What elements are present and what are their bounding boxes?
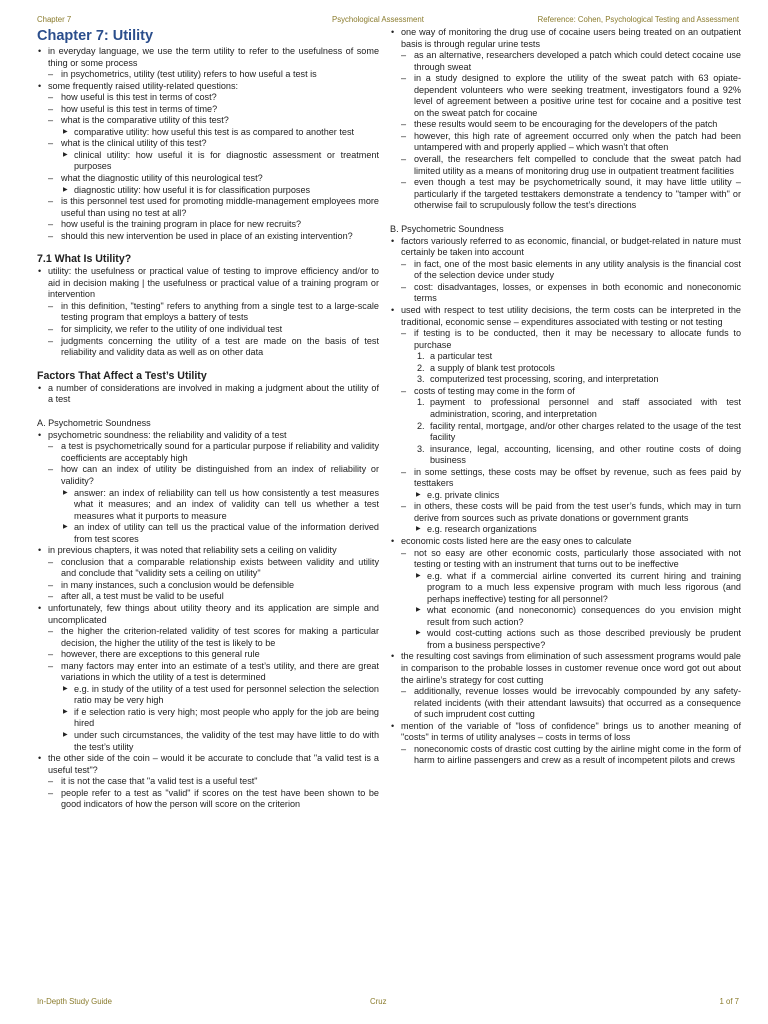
bullet-icon: •: [38, 545, 42, 556]
sub-bullet-item: [37, 219, 379, 231]
bullet-item: [390, 305, 741, 328]
dash-icon: –: [48, 591, 54, 602]
sub-sub-bullet-item: [390, 571, 741, 606]
dash-icon: –: [48, 579, 54, 590]
subsection-heading: [37, 417, 379, 430]
dash-icon: –: [48, 219, 54, 230]
sub-bullet-item: [37, 196, 379, 219]
left-column: [37, 27, 379, 811]
arrow-bullet-icon: ▶: [416, 607, 421, 614]
sub-bullet-item: [37, 115, 379, 127]
bullet-item: [37, 266, 379, 301]
sub-bullet-item: [390, 154, 741, 177]
text: however, there are exceptions to this general rule: [61, 649, 260, 660]
dash-icon: –: [401, 119, 407, 130]
text: utility: the usefulness or practical value of testing to improve efficiency and/or to aid in decision making | the usefulness or practical value of a training program or intervention: [48, 266, 379, 300]
arrow-bullet-icon: ▶: [63, 685, 68, 692]
arrow-bullet-icon: ▶: [63, 186, 68, 193]
arrow-bullet-icon: ▶: [63, 731, 68, 738]
bullet-icon: •: [391, 27, 395, 37]
numbered-item: [390, 351, 741, 363]
bullet-item: [390, 27, 741, 50]
text: the other side of the coin – would it be accurate to conclude that "a valid test is a useful test"?: [48, 753, 379, 775]
dash-icon: –: [48, 115, 54, 126]
text: a number of considerations are involved in making a judgment about the utility of a test: [48, 382, 379, 405]
text: a test is psychometrically sound for a particular purpose if reliability and validity coefficients are acceptably high: [61, 441, 379, 463]
dash-icon: –: [48, 92, 54, 103]
sub-sub-bullet-item: [37, 684, 379, 707]
sub-sub-bullet-item: [390, 524, 741, 536]
text: as an alternative, researchers developed a patch which could detect cocaine use through sweat: [414, 50, 741, 72]
dash-icon: –: [401, 466, 407, 477]
sub-bullet-item: [37, 649, 379, 661]
dash-icon: –: [401, 547, 407, 558]
sub-sub-bullet-item: [390, 490, 741, 502]
text: how useful is the training program in place for new recruits?: [61, 219, 302, 230]
footer-author: Cruz: [370, 997, 387, 1006]
text: A. Psychometric Soundness: [37, 417, 151, 428]
arrow-bullet-icon: ▶: [63, 708, 68, 715]
sub-bullet-item: [37, 661, 379, 684]
bullet-icon: •: [38, 429, 42, 440]
bullet-item: [37, 545, 379, 557]
numbered-item: [390, 421, 741, 444]
list-number: 2.: [417, 420, 425, 431]
text: these results would seem to be encouraging for the developers of the patch: [414, 119, 718, 130]
text: how can an index of utility be distinguished from an index of reliability or validity?: [61, 464, 379, 486]
sub-bullet-item: [390, 501, 741, 524]
text: the resulting cost savings from elimination of such assessment programs would pale in comparison to the probable losses in customer revenue once word got out about the airline’s strategy for cost cutting: [401, 651, 741, 685]
chapter-title: Chapter 7: Utility: [37, 28, 154, 44]
sub-bullet-item: [390, 282, 741, 305]
bullet-item: [390, 236, 741, 259]
text: unfortunately, few things about utility theory and its application are simple and uncomplicated: [48, 602, 379, 625]
sub-bullet-item: [390, 50, 741, 73]
text: in a study designed to explore the utility of the sweat patch with 63 opiate-dependent volunteers who were seeking treatment, investigators found a 92% level of agreement between a positive urine test for cocaine and a positive test on the sweat patch for cocaine: [414, 73, 741, 118]
text: factors variously referred to as economic, financial, or budget-related in nature must certainly be taken into account: [401, 235, 741, 258]
list-number: 2.: [417, 362, 425, 373]
list-number: 1.: [417, 351, 425, 362]
sub-bullet-item: [37, 591, 379, 603]
text: e.g. private clinics: [427, 489, 500, 500]
sub-sub-bullet-item: [37, 185, 379, 197]
arrow-bullet-icon: ▶: [416, 526, 421, 533]
header-chapter: Chapter 7: [37, 15, 72, 24]
bullet-icon: •: [38, 80, 42, 91]
bullet-icon: •: [38, 382, 42, 393]
text: in fact, one of the most basic elements in any utility analysis is the financial cost of the selection device under study: [414, 258, 741, 281]
dash-icon: –: [48, 556, 54, 567]
text: economic costs listed here are the easy ones to calculate: [401, 535, 632, 546]
text: facility rental, mortgage, and/or other charges related to the usage of the test facility: [430, 420, 741, 443]
bullet-item: [37, 46, 379, 69]
sub-bullet-item: [37, 138, 379, 150]
text: what the diagnostic utility of this neurological test?: [61, 173, 263, 184]
sub-bullet-item: [37, 92, 379, 104]
text: in psychometrics, utility (test utility) refers to how useful a test is: [61, 69, 317, 80]
dash-icon: –: [48, 103, 54, 114]
numbered-item: [390, 374, 741, 386]
text: e.g. research organizations: [427, 524, 537, 535]
arrow-bullet-icon: ▶: [63, 524, 68, 531]
dash-icon: –: [401, 177, 407, 188]
bullet-icon: •: [391, 235, 395, 246]
text: B. Psychometric Soundness: [390, 223, 504, 234]
dash-icon: –: [48, 300, 54, 311]
text: used with respect to test utility decisions, the term costs can be interpreted in the traditional, economic sense – expenditures associated with testing or not testing: [401, 305, 741, 327]
bullet-icon: •: [391, 535, 395, 546]
text: how useful is this test in terms of time?: [61, 103, 218, 114]
text: it is not the case that "a valid test is a useful test": [61, 776, 258, 787]
dash-icon: –: [48, 776, 54, 787]
text: cost: disadvantages, losses, or expenses in both economic and noneconomic terms: [414, 281, 741, 304]
sub-sub-bullet-item: [37, 488, 379, 523]
dash-icon: –: [48, 324, 54, 335]
spacer: [390, 212, 741, 223]
sub-bullet-item: [37, 464, 379, 487]
text: 7.1 What Is Utility?: [37, 253, 132, 266]
text: e.g. what if a commercial airline converted its current hiring and training program to a much less expensive program with much less rigorous (and perhaps ineffective) testing for all personnel?: [427, 570, 741, 604]
text: after all, a test must be valid to be useful: [61, 591, 224, 602]
text: under such circumstances, the validity of the test may have little to do with the test’s utility: [74, 729, 379, 752]
sub-bullet-item: [390, 548, 741, 571]
text: overall, the researchers felt compelled to conclude that the sweat patch had limited utility as a means of monitoring drug use in outpatient treatment facilities: [414, 154, 741, 176]
text: mention of the variable of "loss of confidence" brings us to another meaning of "costs" in terms of utility analyses – costs in terms of loss: [401, 720, 741, 743]
section-heading: [37, 253, 379, 266]
dash-icon: –: [401, 501, 407, 512]
sub-sub-bullet-item: [390, 628, 741, 651]
right-column: [390, 27, 741, 767]
list-number: 3.: [417, 443, 425, 454]
dash-icon: –: [48, 649, 54, 660]
text: one way of monitoring the drug use of cocaine users being treated on an outpatient basis is through regular urine tests: [401, 27, 741, 49]
dash-icon: –: [401, 130, 407, 141]
text: answer: an index of reliability can tell us how consistently a test measures what it measures; and an index of validity can tell us whether a test measures what it purports to measure: [74, 487, 379, 521]
dash-icon: –: [48, 335, 54, 346]
text: if testing is to be conducted, then it may be necessary to allocate funds to purchase: [414, 328, 741, 350]
text: a particular test: [430, 351, 493, 362]
text: an index of utility can tell us the practical value of the information derived from test scores: [74, 522, 379, 544]
sub-sub-bullet-item: [37, 150, 379, 173]
text: even though a test may be psychometrically sound, it may have little utility – particularly if the targeted testtakers demonstrate a tendency to "tamper with" or otherwise fail to scrupulously follow the test’s directions: [414, 177, 741, 211]
sub-sub-bullet-item: [390, 605, 741, 628]
text: conclusion that a comparable relationship exists between validity and utility and conclude that "validity sets a ceiling on utility": [61, 556, 379, 579]
text: in previous chapters, it was noted that reliability sets a ceiling on validity: [48, 545, 337, 556]
sub-bullet-item: [37, 557, 379, 580]
footer-guide: In-Depth Study Guide: [37, 997, 112, 1006]
text: costs of testing may come in the form of: [414, 385, 575, 396]
sub-bullet-item: [390, 119, 741, 131]
list-number: 3.: [417, 374, 425, 385]
text: insurance, legal, accounting, licensing, and other routine costs of doing business: [430, 443, 741, 466]
arrow-bullet-icon: ▶: [416, 491, 421, 498]
sub-bullet-item: [390, 73, 741, 119]
text: diagnostic utility: how useful it is for classification purposes: [74, 184, 311, 195]
text: psychometric soundness: the reliability and validity of a test: [48, 429, 287, 440]
text: people refer to a test as "valid" if scores on the test have been shown to be good indicators of how the person will score on the criterion: [61, 787, 379, 810]
sub-bullet-item: [37, 336, 379, 359]
bullet-icon: •: [391, 651, 395, 662]
sub-bullet-item: [390, 177, 741, 212]
sub-bullet-item: [37, 231, 379, 243]
text: in others, these costs will be paid from the test user’s funds, which may in turn derive from sources such as private donations or government grants: [414, 501, 741, 523]
sub-bullet-item: [390, 131, 741, 154]
text: in many instances, such a conclusion would be defensible: [61, 579, 295, 590]
section-heading: [37, 370, 379, 383]
bullet-icon: •: [38, 602, 42, 613]
text: is this personnel test used for promoting middle-management employees more useful than using no test at all?: [61, 196, 379, 218]
bullet-icon: •: [391, 305, 395, 316]
dash-icon: –: [48, 173, 54, 184]
bullet-item: [37, 383, 379, 406]
text: noneconomic costs of drastic cost cutting by the airline might come in the form of harm to airline passengers and crew as a result of incompetent pilots and crews: [414, 743, 741, 766]
sub-bullet-item: [390, 744, 741, 767]
text: for simplicity, we refer to the utility of one individual test: [61, 324, 283, 335]
arrow-bullet-icon: ▶: [416, 630, 421, 637]
bullet-icon: •: [391, 720, 395, 731]
dash-icon: –: [48, 626, 54, 637]
arrow-bullet-icon: ▶: [63, 128, 68, 135]
arrow-bullet-icon: ▶: [63, 489, 68, 496]
dash-icon: –: [48, 196, 54, 207]
sub-bullet-item: [390, 386, 741, 398]
dash-icon: –: [48, 441, 54, 452]
text: however, this high rate of agreement occurred only when the patch had been untampered with and properly applied – which wasn’t that often: [414, 130, 741, 153]
text: would cost-cutting actions such as those described previously be prudent from a business perspective?: [427, 628, 741, 650]
dash-icon: –: [401, 328, 407, 339]
sub-sub-bullet-item: [37, 522, 379, 545]
dash-icon: –: [401, 385, 407, 396]
bullet-icon: •: [38, 266, 42, 277]
bullet-item: [390, 721, 741, 744]
text: what is the comparative utility of this test?: [61, 115, 229, 126]
dash-icon: –: [48, 660, 54, 671]
numbered-item: [390, 444, 741, 467]
text: e.g. in study of the utility of a test used for personnel selection the selection ratio may be very high: [74, 683, 379, 706]
sub-bullet-item: [390, 686, 741, 721]
text: in everyday language, we use the term utility to refer to the usefulness of some thing or some process: [48, 46, 379, 68]
sub-bullet-item: [390, 328, 741, 351]
dash-icon: –: [48, 230, 54, 241]
sub-bullet-item: [37, 788, 379, 811]
list-number: 1.: [417, 397, 425, 408]
sub-bullet-item: [390, 467, 741, 490]
text: how useful is this test in terms of cost?: [61, 92, 217, 103]
dash-icon: –: [48, 464, 54, 475]
text: not so easy are other economic costs, particularly those associated with not testing or testing with an instrument that turns out to be ineffective: [414, 547, 741, 570]
bullet-item: [390, 651, 741, 686]
sub-sub-bullet-item: [37, 707, 379, 730]
bullet-icon: •: [38, 753, 42, 764]
text: what is the clinical utility of this test?: [61, 138, 207, 149]
sub-bullet-item: [37, 69, 379, 81]
dash-icon: –: [401, 73, 407, 84]
spacer: [37, 242, 379, 253]
text: computerized test processing, scoring, and interpretation: [430, 374, 659, 385]
subsection-heading: [390, 223, 741, 236]
header-course: Psychological Assessment: [332, 15, 424, 24]
text: the higher the criterion-related validity of test scores for making a particular decision, the higher the utility of the test is likely to be: [61, 626, 379, 648]
numbered-item: [390, 397, 741, 420]
bullet-item: [37, 753, 379, 776]
text: comparative utility: how useful this test is as compared to another test: [74, 126, 355, 137]
text: what economic (and noneconomic) consequences do you envision might result from such action?: [427, 605, 741, 627]
footer-page-number: 1 of 7: [719, 997, 739, 1006]
sub-bullet-item: [37, 776, 379, 788]
dash-icon: –: [48, 69, 54, 80]
text: additionally, revenue losses would be irrevocably compounded by any safety-related incidents (with their attendant lawsuits) that occurred as a consequence of such imprudent cost cutting: [414, 686, 741, 720]
sub-bullet-item: [37, 580, 379, 592]
dash-icon: –: [401, 281, 407, 292]
sub-bullet-item: [37, 173, 379, 185]
text: a supply of blank test protocols: [430, 362, 555, 373]
dash-icon: –: [48, 787, 54, 798]
dash-icon: –: [401, 258, 407, 269]
sub-bullet-item: [37, 324, 379, 336]
arrow-bullet-icon: ▶: [416, 572, 421, 579]
text: payment to professional personnel and staff associated with test administration, scoring, and interpretation: [430, 397, 741, 419]
sub-bullet-item: [37, 301, 379, 324]
text: some frequently raised utility-related questions:: [48, 80, 239, 91]
dash-icon: –: [401, 154, 407, 165]
sub-bullet-item: [37, 104, 379, 116]
dash-icon: –: [401, 686, 407, 697]
spacer: [37, 359, 379, 370]
bullet-item: [390, 536, 741, 548]
sub-sub-bullet-item: [37, 127, 379, 139]
text: in some settings, these costs may be offset by revenue, such as fees paid by testtakers: [414, 466, 741, 489]
sub-bullet-item: [390, 259, 741, 282]
dash-icon: –: [401, 50, 407, 61]
spacer: [37, 406, 379, 417]
bullet-item: [37, 603, 379, 626]
text: judgments concerning the utility of a test are made on the basis of test reliability and validity data as well as on other data: [61, 335, 379, 358]
dash-icon: –: [48, 138, 54, 149]
header-reference: Reference: Cohen, Psychological Testing and Assessment: [537, 15, 739, 24]
sub-sub-bullet-item: [37, 730, 379, 753]
text: in this definition, "testing" refers to anything from a single test to a large-scale testing program that employs a battery of tests: [61, 300, 379, 323]
dash-icon: –: [401, 743, 407, 754]
bullet-item: [37, 430, 379, 442]
bullet-item: [37, 81, 379, 93]
text: clinical utility: how useful it is for diagnostic assessment or treatment purposes: [74, 149, 379, 172]
sub-bullet-item: [37, 441, 379, 464]
arrow-bullet-icon: ▶: [63, 151, 68, 158]
text: should this new intervention be used in place of an existing intervention?: [61, 230, 353, 241]
text: many factors may enter into an estimate of a test’s utility, and there are great variations in which the utility of a test is determined: [61, 660, 379, 683]
sub-bullet-item: [37, 626, 379, 649]
numbered-item: [390, 363, 741, 375]
text: if e selection ratio is very high; most people who apply for the job are being hired: [74, 706, 379, 729]
text: Factors That Affect a Test’s Utility: [37, 369, 207, 382]
bullet-icon: •: [38, 46, 42, 56]
